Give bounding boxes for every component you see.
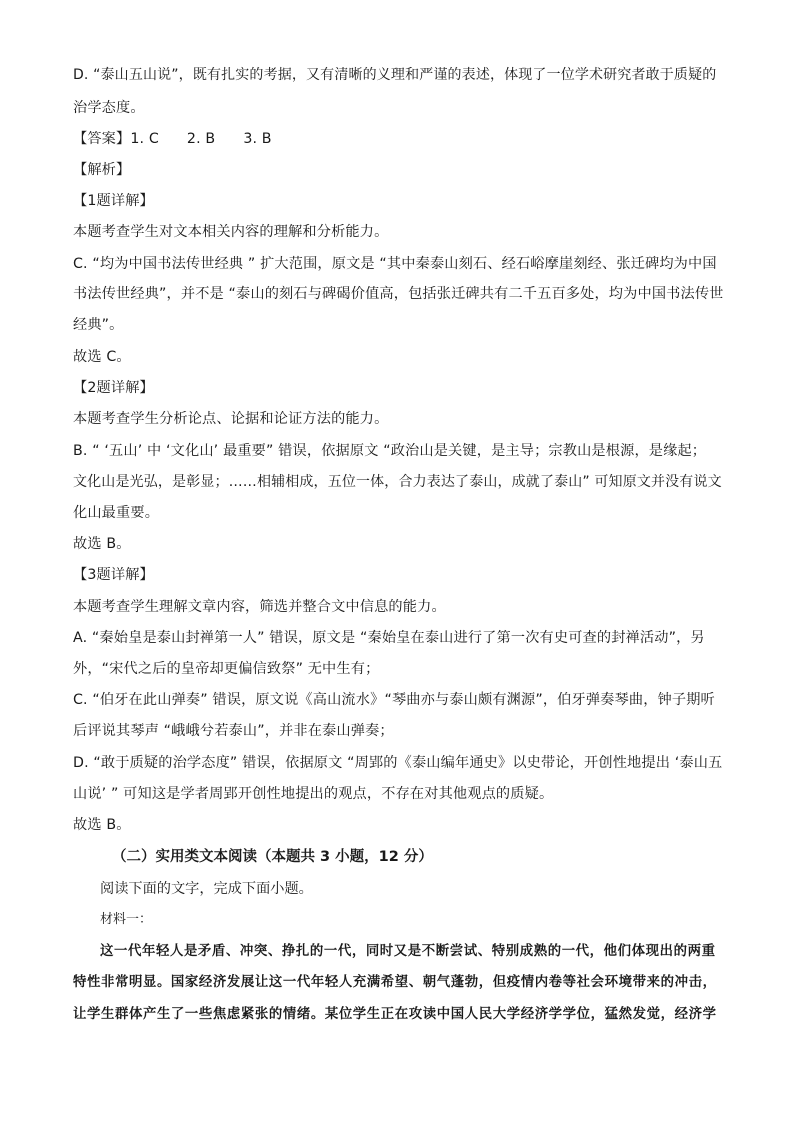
text-line: B. “ ‘五山’ 中 ‘文化山’ 最重要” 错误，依据原文 “政治山是关键，是主导；宗教山是根源，是缘起； (73, 443, 707, 459)
text-line: D. “泰山五山说”，既有扎实的考据，又有清晰的义理和严谨的表述，体现了一位学术研究者敢于质疑的 (73, 67, 717, 83)
answer-item: 3. B (243, 131, 272, 147)
answer-item: 1. C (130, 131, 159, 147)
text-line: 本题考查学生分析论点、论据和论证方法的能力。 (73, 411, 389, 427)
text-line: 故选 B。 (73, 536, 131, 552)
text-line: 治学态度。 (73, 100, 145, 116)
text-line: 本题考查学生对文本相关内容的理解和分析能力。 (73, 224, 389, 240)
text-line: C. “伯牙在此山弹奏” 错误，原文说《高山流水》“琴曲亦与泰山颇有渊源”，伯牙弹奏琴曲，钟子期听 (73, 692, 715, 708)
material-line: 这一代年轻人是矛盾、冲突、挣扎的一代，同时又是不断尝试、特别成熟的一代，他们体现出的两重 (100, 943, 716, 959)
analysis-heading: 【解析】 (73, 162, 131, 178)
text-line: 本题考查学生理解文章内容，筛选并整合文中信息的能力。 (73, 599, 446, 615)
text-line: 外，“宋代之后的皇帝却更偏信致祭” 无中生有； (73, 661, 380, 677)
sub-heading: 【3题详解】 (73, 567, 154, 583)
answer-label: 【答案】 (73, 131, 131, 147)
text-line: 化山最重要。 (73, 505, 160, 521)
text-line: D. “敢于质疑的治学态度” 错误，依据原文 “周郢的《泰山编年通史》以史带论，开创性地提出 ‘泰山五 (73, 755, 723, 771)
sub-heading: 【2题详解】 (73, 380, 154, 396)
answer-line (73, 130, 723, 148)
answer-item: 2. B (186, 131, 216, 147)
sub-heading: 【1题详解】 (73, 193, 154, 209)
text-line: 文化山是光弘，是彰显；……相辅相成，五位一体，合力表达了泰山，成就了泰山” 可知原文并没有说文 (73, 474, 722, 490)
section-title: （二）实用类文本阅读（本题共 3 小题，12 分） (112, 849, 433, 865)
text-line: 山说’ ” 可知这是学者周郢开创性地提出的观点，不存在对其他观点的质疑。 (73, 786, 554, 802)
text-line: 故选 B。 (73, 817, 131, 833)
text-line: 故选 C。 (73, 349, 131, 365)
text-line: C. “均为中国书法传世经典 ” 扩大范围，原文是 “其中秦泰山刻石、经石峪摩崖刻经、张迁碑均为中国 (73, 256, 717, 272)
material-line: 特性非常明显。国家经济发展让这一代年轻人充满希望、朝气蓬勃，但疫情内卷等社会环境带来的冲击， (73, 974, 717, 990)
text-line: A. “秦始皇是泰山封禅第一人” 错误，原文是 “秦始皇在泰山进行了第一次有史可查的封禅活动”，另 (73, 630, 705, 646)
text-line: 经典”。 (73, 317, 124, 333)
text-line: 书法传世经典”，并不是 “泰山的刻石与碑碣价值高，包括张迁碑共有二千五百多处，均为中国书法传世 (73, 286, 724, 302)
material-line: 让学生群体产生了一些焦虑紧张的情绪。某位学生正在攻读中国人民大学经济学学位，猛然发觉，经济学 (73, 1006, 717, 1022)
text-line: 后评说其琴声 “峨峨兮若泰山”，并非在泰山弹奏； (73, 723, 394, 739)
material-label: 材料一： (100, 912, 153, 927)
instruction-text: 阅读下面的文字，完成下面小题。 (100, 881, 313, 897)
